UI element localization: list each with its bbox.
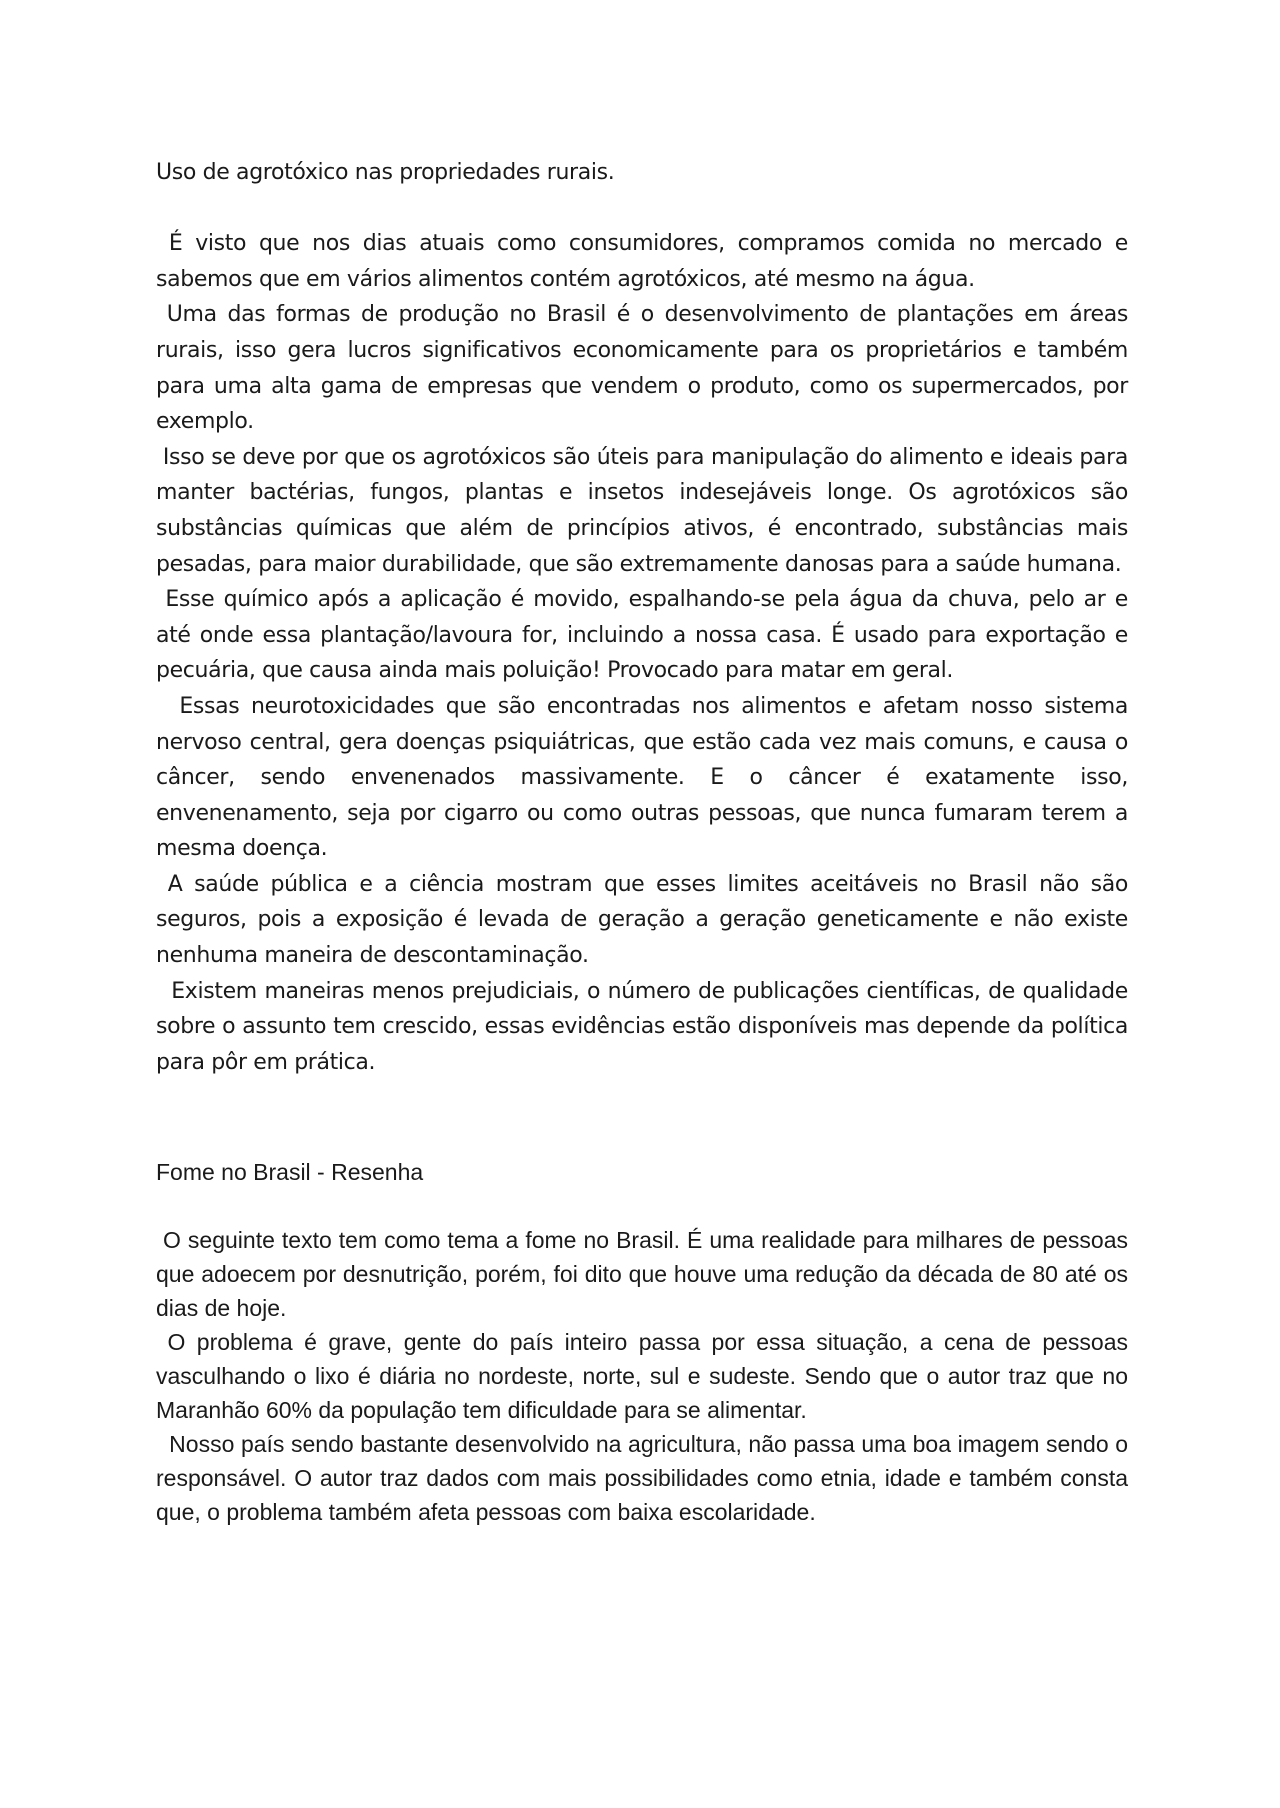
section-title-fome: Fome no Brasil - Resenha bbox=[156, 1159, 424, 1185]
paragraph: Esse químico após a aplicação é movido, espalhando-se pela água da chuva, pelo ar e até onde essa plantação/lavoura for, incluindo a nossa casa. É usado para exportação e pecuária, que causa ainda mais poluição! Provocado para matar em geral. bbox=[156, 587, 1135, 684]
paragraph: O problema é grave, gente do país inteiro passa por essa situação, a cena de pessoas vasculhando o lixo é diária no nordeste, norte, sul e sudeste. Sendo que o autor traz que no Maranhão 60% da população tem dificuldade para se alimentar. bbox=[156, 1329, 1135, 1423]
paragraph: Essas neurotoxicidades que são encontradas nos alimentos e afetam nosso sistema nervoso central, gera doenças psiquiátricas, que estão cada vez mais comuns, e causa o câncer, sendo envenenados massivamente. E o câncer é exatamente isso, envenenamento, seja por cigarro ou como outras pessoas, que nunca fumaram terem a mesma doença. bbox=[156, 693, 1135, 862]
blank-line bbox=[156, 1189, 1128, 1223]
paragraph: Nosso país sendo bastante desenvolvido na agricultura, não passa uma boa imagem sendo o responsável. O autor traz dados com mais possibilidades como etnia, idade e também consta que, o problema também afeta pessoas com baixa escolaridade. bbox=[156, 1431, 1135, 1525]
paragraph: É visto que nos dias atuais como consumidores, compramos comida no mercado e sabemos que em vários alimentos contém agrotóxicos, até mesmo na água. bbox=[156, 231, 1135, 292]
paragraph: A saúde pública e a ciência mostram que esses limites aceitáveis no Brasil não são seguros, pois a exposição é levada de geração a geração geneticamente e não existe nenhuma maneira de descontaminação. bbox=[156, 871, 1135, 969]
section-agrotoxicos bbox=[156, 155, 1135, 1080]
paragraph: Isso se deve por que os agrotóxicos são úteis para manipulação do alimento e ideais para manter bactérias, fungos, plantas e insetos indesejáveis longe. Os agrotóxicos são substâncias químicas que além de princípios ativos, é encontrado, substâncias mais pesadas, para maior durabilidade, que são extremamente danosas para a saúde humana. bbox=[156, 444, 1135, 577]
section-title-agrotoxicos: Uso de agrotóxico nas propriedades rurais. bbox=[156, 160, 615, 185]
paragraph: Uma das formas de produção no Brasil é o desenvolvimento de plantações em áreas rurais, isso gera lucros significativos economicamente para os proprietários e também para uma alta gama de empresas que vendem o produto, como os supermercados, por exemplo. bbox=[156, 302, 1135, 435]
section-fome bbox=[156, 1155, 1135, 1529]
blank-line bbox=[156, 191, 1128, 227]
paragraph: Existem maneiras menos prejudiciais, o número de publicações científicas, de qualidade sobre o assunto tem crescido, essas evidências estão disponíveis mas depende da política para pôr em prática. bbox=[156, 978, 1135, 1075]
paragraph: O seguinte texto tem como tema a fome no Brasil. É uma realidade para milhares de pessoas que adoecem por desnutrição, porém, foi dito que houve uma redução da década de 80 até os dias de hoje. bbox=[156, 1227, 1135, 1321]
